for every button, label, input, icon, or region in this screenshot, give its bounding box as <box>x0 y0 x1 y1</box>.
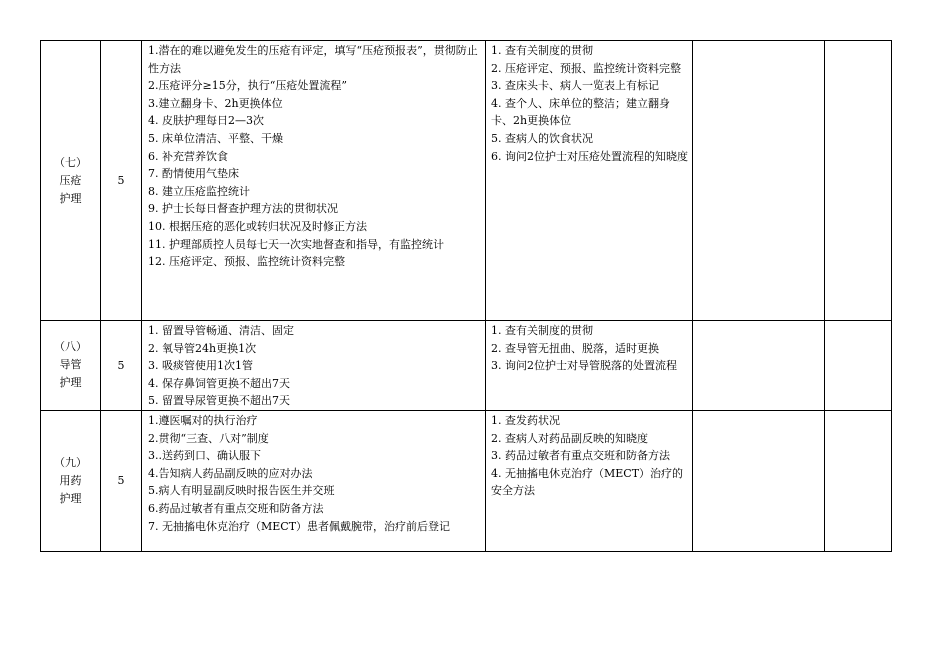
empty-remark-cell <box>825 321 892 411</box>
standard-item: 7. 无抽搐电休克治疗（MECT）患者佩戴腕带，治疗前后登记 <box>148 519 451 533</box>
category-label: 导管 <box>59 358 82 372</box>
standard-item: 4. 皮肤护理每日2—3次 <box>148 114 264 128</box>
standard-item: 4. 保存鼻饲管更换不超出7天 <box>148 376 290 390</box>
check-method-item: 1. 查发药状况 <box>491 413 560 427</box>
check-method-item: 1. 查有关制度的贯彻 <box>491 44 593 57</box>
standard-item: 1.遵医嘱对的执行治疗 <box>148 413 258 427</box>
check-method-item: 3. 询问2位护士对导管脱落的处置流程 <box>491 359 677 373</box>
standard-item: 6. 补充营养饮食 <box>148 149 228 163</box>
score-cell <box>101 41 142 321</box>
check-method-item: 2. 查导管无扭曲、脱落，适时更换 <box>491 341 659 355</box>
standard-item: 1. 留置导管畅通、清洁、固定 <box>148 324 294 337</box>
standard-item: 9. 护士长每日督查护理方法的贯彻状况 <box>148 202 338 216</box>
standard-item: 3. 吸痰管使用1次1管 <box>148 359 253 373</box>
standard-item: 4.告知病人药品副反映的应对办法 <box>148 466 313 480</box>
score-cell <box>101 321 142 411</box>
check-method-item: 3. 药品过敏者有重点交班和防备方法 <box>491 449 670 463</box>
empty-remark-cell <box>825 410 892 551</box>
category-label: 护理 <box>59 191 82 205</box>
empty-score-cell <box>693 41 825 321</box>
check-method-item: 3. 查床头卡、病人一览表上有标记 <box>491 79 659 93</box>
empty-score-cell <box>693 410 825 551</box>
check-method-item: 2. 查病人对药品副反映的知晓度 <box>491 431 648 445</box>
standards-cell <box>142 41 486 321</box>
standard-item: 7. 酌情使用气垫床 <box>148 167 239 181</box>
check-method-item: 4. 无抽搐电休克治疗（MECT）治疗的安全方法 <box>491 466 684 498</box>
standard-item: 12. 压疮评定、预报、监控统计资料完整 <box>148 255 345 269</box>
category-label: （八） <box>54 340 87 354</box>
standard-item: 11. 护理部质控人员每七天一次实地督查和指导，有监控统计 <box>148 237 444 251</box>
standards-cell <box>142 321 486 411</box>
score-value: 5 <box>117 358 125 372</box>
check-method-item: 2. 压疮评定、预报、监控统计资料完整 <box>491 61 681 75</box>
check-method-item: 4. 查个人、床单位的整洁；建立翻身卡、2h更换体位 <box>491 96 670 128</box>
empty-remark-cell <box>825 41 892 321</box>
check-method-item: 5. 查病人的饮食状况 <box>491 131 593 145</box>
table-row <box>41 410 892 551</box>
check-method-item: 1. 查有关制度的贯彻 <box>491 324 593 337</box>
standard-item: 3..送药到口、确认服下 <box>148 449 261 463</box>
standard-item: 8. 建立压疮监控统计 <box>148 184 250 198</box>
standard-item: 3.建立翻身卡、2h更换体位 <box>148 96 283 110</box>
category-label: （七） <box>54 155 87 169</box>
category-label: （九） <box>54 455 87 469</box>
standard-item: 2. 氧导管24h更换1次 <box>148 341 257 355</box>
category-cell <box>41 41 101 321</box>
standard-item: 5. 床单位清洁、平整、干燥 <box>148 131 283 145</box>
score-value: 5 <box>117 174 125 187</box>
table-row <box>41 41 892 321</box>
standard-item: 2.贯彻“三查、八对”制度 <box>148 431 269 445</box>
category-cell <box>41 410 101 551</box>
check-method-item: 6. 询问2位护士对压疮处置流程的知晓度 <box>491 149 688 163</box>
standard-item: 6.药品过敏者有重点交班和防备方法 <box>148 501 324 515</box>
score-value: 5 <box>117 474 125 488</box>
standard-item: 5.病人有明显副反映时报告医生并交班 <box>148 484 335 498</box>
category-label: 护理 <box>59 376 82 390</box>
category-label: 护理 <box>59 491 82 505</box>
standards-cell <box>142 410 486 551</box>
standard-item: 1.潜在的难以避免发生的压疮有评定，填写“压疮预报表”，贯彻防止性方法 <box>148 44 478 75</box>
nursing-standards-table <box>40 40 892 552</box>
category-label: 压疮 <box>59 173 82 187</box>
standard-item: 5. 留置导尿管更换不超出7天 <box>148 394 290 408</box>
table-row <box>41 321 892 411</box>
check-method-cell <box>486 410 693 551</box>
check-method-cell <box>486 321 693 411</box>
empty-score-cell <box>693 321 825 411</box>
standard-item: 10. 根据压疮的恶化或转归状况及时修正方法 <box>148 219 367 233</box>
score-cell <box>101 410 142 551</box>
category-cell <box>41 321 101 411</box>
standard-item: 2.压疮评分≥15分，执行“压疮处置流程” <box>148 79 347 93</box>
check-method-cell <box>486 41 693 321</box>
category-label: 用药 <box>59 473 82 487</box>
